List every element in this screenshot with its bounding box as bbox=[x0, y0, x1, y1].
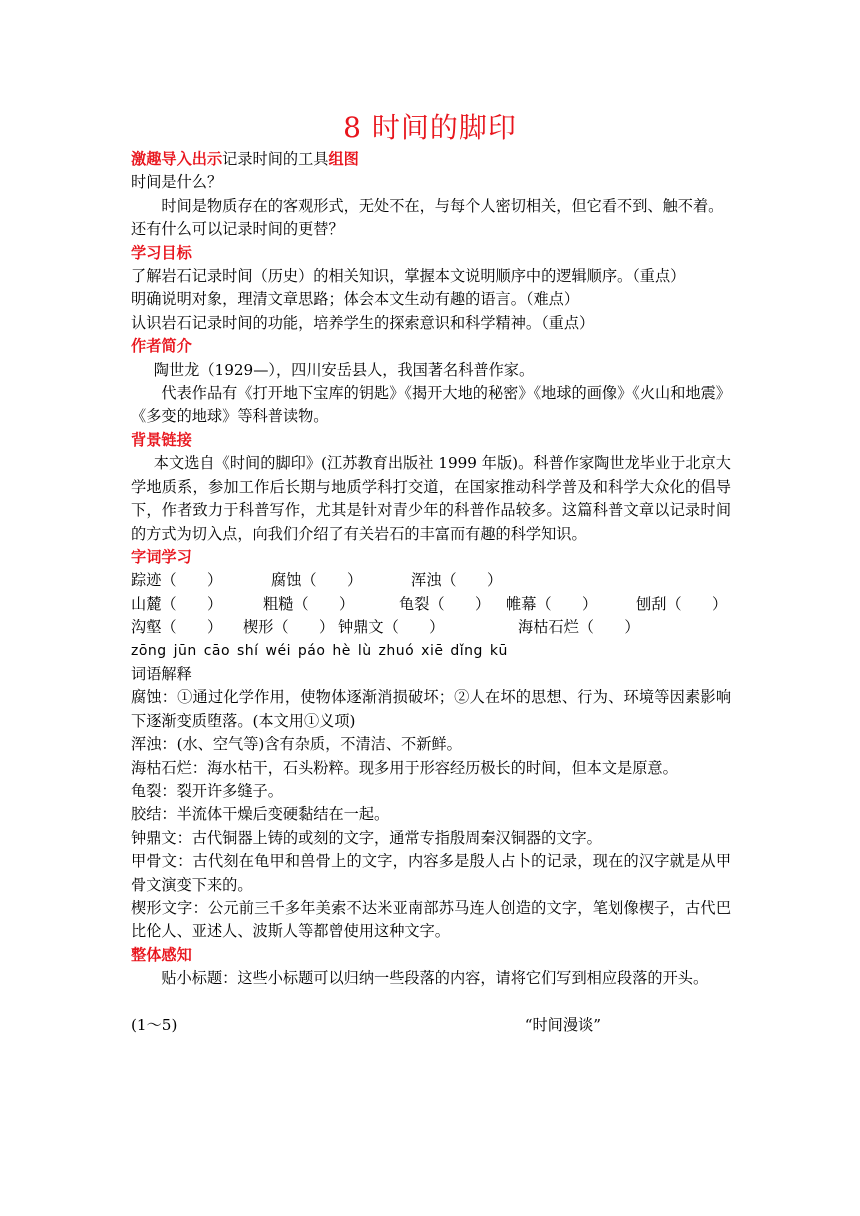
explain-heading: 词语解释 bbox=[131, 664, 192, 683]
page-title: 8 时间的脚印 bbox=[343, 111, 517, 144]
definition: 胶结：半流体干燥后变硬黏结在一起。 bbox=[131, 805, 390, 824]
vocab-item: 沟壑（ ） bbox=[131, 618, 223, 637]
vocab-heading: 字词学习 bbox=[131, 547, 192, 566]
author-works-paragraph: 代表作品有《打开地下宝库的钥匙》《揭开大地的秘密》《地球的画像》《火山和地震》《多变的地球》等科普读物。 bbox=[131, 384, 731, 426]
intro-line bbox=[131, 148, 731, 171]
definition: 钟鼎文：古代铜器上铸的或刻的文字，通常专指殷周秦汉铜器的文字。 bbox=[131, 828, 602, 847]
intro-text: 记录时间的工具 bbox=[222, 150, 329, 168]
vocab-item: 浑浊（ ） bbox=[411, 571, 503, 590]
intro-answer: 时间是物质存在的客观形式，无处不在，与每个人密切相关，但它看不到、触不着。 bbox=[161, 196, 724, 215]
intro-label: 激趣导入出示 bbox=[131, 150, 223, 168]
vocab-item: 踪迹（ ） bbox=[131, 571, 223, 590]
definition: 龟裂：裂开许多缝子。 bbox=[131, 781, 283, 800]
author-heading: 作者简介 bbox=[131, 337, 192, 356]
vocab-row-3 bbox=[131, 616, 731, 639]
intro-label-group: 组图 bbox=[328, 150, 359, 168]
vocab-item: 钟鼎文（ ） bbox=[338, 618, 445, 637]
section-subtitle: “时间漫谈” bbox=[524, 1015, 601, 1034]
goal-item: 认识岩石记录时间的功能，培养学生的探索意识和科学精神。（重点） bbox=[131, 313, 595, 332]
intro-question-2: 还有什么可以记录时间的更替？ bbox=[131, 220, 344, 239]
vocab-item: 帷幕（ ） bbox=[506, 594, 598, 613]
vocab-item: 山麓（ ） bbox=[131, 594, 223, 613]
overall-heading: 整体感知 bbox=[131, 945, 192, 964]
pinyin-line: zōng jūn cāo shí wéi páo hè lù zhuó xiē dǐng kū bbox=[131, 642, 508, 659]
goals-heading: 学习目标 bbox=[131, 243, 192, 262]
definition: 浑浊：(水、空气等)含有杂质，不清洁、不新鲜。 bbox=[131, 735, 462, 754]
definition: 海枯石烂：海水枯干，石头粉粹。现多用于形容经历极长的时间，但本文是原意。 bbox=[131, 758, 678, 777]
vocab-row-1 bbox=[131, 569, 731, 592]
definition: 甲骨文：古代刻在龟甲和兽骨上的文字，内容多是殷人占卜的记录，现在的汉字就是从甲骨文演变下来的。 bbox=[131, 852, 731, 894]
document-body bbox=[131, 148, 731, 1037]
subtitle-row bbox=[131, 1014, 601, 1037]
vocab-item: 海枯石烂（ ） bbox=[518, 618, 640, 637]
vocab-item: 腐蚀（ ） bbox=[271, 571, 363, 590]
author-paragraph: 陶世龙（1929—），四川安岳县人，我国著名科普作家。 bbox=[153, 360, 535, 379]
goal-item: 明确说明对象，理清文章思路；体会本文生动有趣的语言。（难点） bbox=[131, 290, 580, 309]
vocab-item: 龟裂（ ） bbox=[399, 594, 491, 613]
paragraph-range: (1～5) bbox=[131, 1015, 178, 1034]
goal-item: 了解岩石记录时间（历史）的相关知识，掌握本文说明顺序中的逻辑顺序。（重点） bbox=[131, 267, 686, 286]
overall-paragraph: 贴小标题：这些小标题可以归纳一些段落的内容，请将它们写到相应段落的开头。 bbox=[161, 969, 709, 988]
background-paragraph: 本文选自《时间的脚印》(江苏教育出版社 1999 年版)。科普作家陶世龙毕业于北京大学地质系，参加工作后长期与地质学科打交道，在国家推动科学普及和科学大众化的倡导下，作者致力于科普写作，尤其是针对青少年的科普作品较多。这篇科普文章以记录时间的方式为切入点，向我们介绍了有关岩石的丰富而有趣的科学知识。 bbox=[131, 454, 731, 543]
spacer bbox=[131, 991, 731, 1014]
definition: 楔形文字：公元前三千多年美索不达米亚南部苏马连人创造的文字，笔划像楔子，古代巴比伦人、亚述人、波斯人等都曾使用这种文字。 bbox=[131, 899, 731, 941]
vocab-item: 粗糙（ ） bbox=[263, 594, 355, 613]
intro-question-1: 时间是什么？ bbox=[131, 173, 223, 192]
background-heading: 背景链接 bbox=[131, 430, 192, 449]
vocab-item: 楔形（ ） bbox=[243, 618, 335, 637]
definition: 腐蚀：①通过化学作用，使物体逐渐消损破坏；②人在坏的思想、行为、环境等因素影响下逐渐变质堕落。(本文用①义项) bbox=[131, 688, 731, 730]
vocab-row-2 bbox=[131, 593, 731, 616]
vocab-item: 刨刮（ ） bbox=[636, 594, 728, 613]
